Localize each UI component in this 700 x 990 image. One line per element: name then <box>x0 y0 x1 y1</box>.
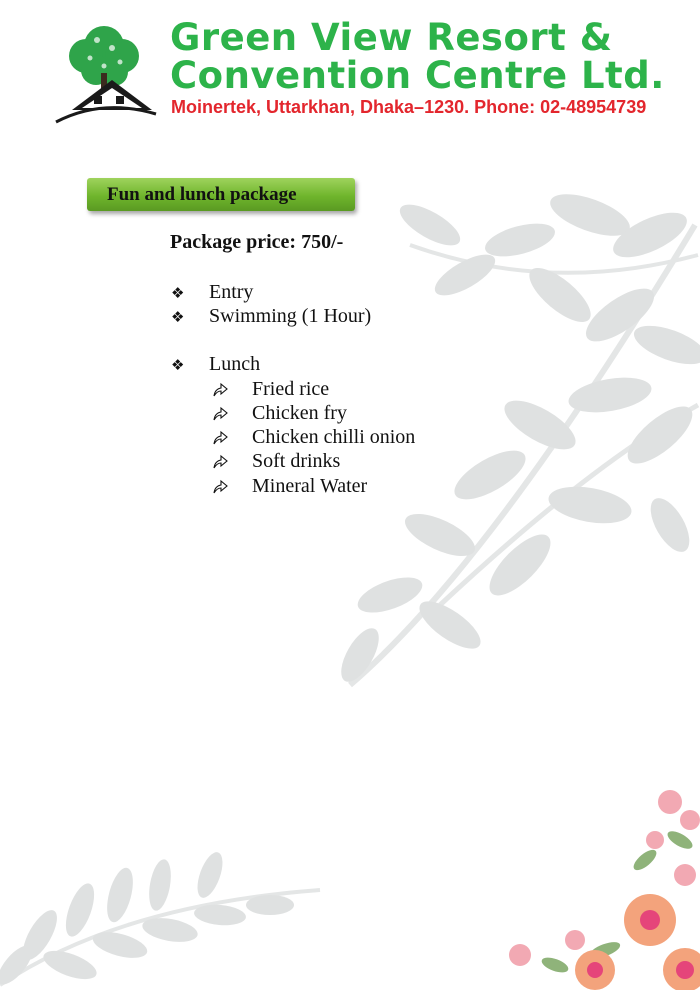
package-price: Package price: 750/- <box>170 231 344 253</box>
lunch-heading: Lunch <box>209 353 261 375</box>
arrow-bullet-icon <box>212 478 229 495</box>
list-item: Swimming (1 Hour) <box>209 305 372 327</box>
flower-decoration <box>495 780 700 990</box>
lunch-item: Fried rice <box>252 378 330 400</box>
diamond-bullet-icon: ❖ <box>171 284 185 302</box>
package-title-banner: Fun and lunch package <box>87 178 355 211</box>
lunch-item: Chicken chilli onion <box>252 426 416 448</box>
arrow-bullet-icon <box>212 429 229 446</box>
lunch-item: Mineral Water <box>252 475 368 497</box>
diamond-bullet-icon: ❖ <box>171 308 185 326</box>
diamond-bullet-icon: ❖ <box>171 356 185 374</box>
company-name-line2: Convention Centre Ltd. <box>170 54 665 97</box>
resort-logo <box>52 18 160 126</box>
lunch-item: Soft drinks <box>252 450 341 472</box>
list-item: Entry <box>209 281 254 303</box>
arrow-bullet-icon <box>212 405 229 422</box>
leaf-branch-decoration-bottom <box>0 815 330 990</box>
arrow-bullet-icon <box>212 381 229 398</box>
arrow-bullet-icon <box>212 453 229 470</box>
lunch-item: Chicken fry <box>252 402 347 424</box>
company-address: Moinertek, Uttarkhan, Dhaka–1230. Phone: 02-48954739 <box>171 97 647 117</box>
company-name-line1: Green View Resort & <box>170 16 613 59</box>
